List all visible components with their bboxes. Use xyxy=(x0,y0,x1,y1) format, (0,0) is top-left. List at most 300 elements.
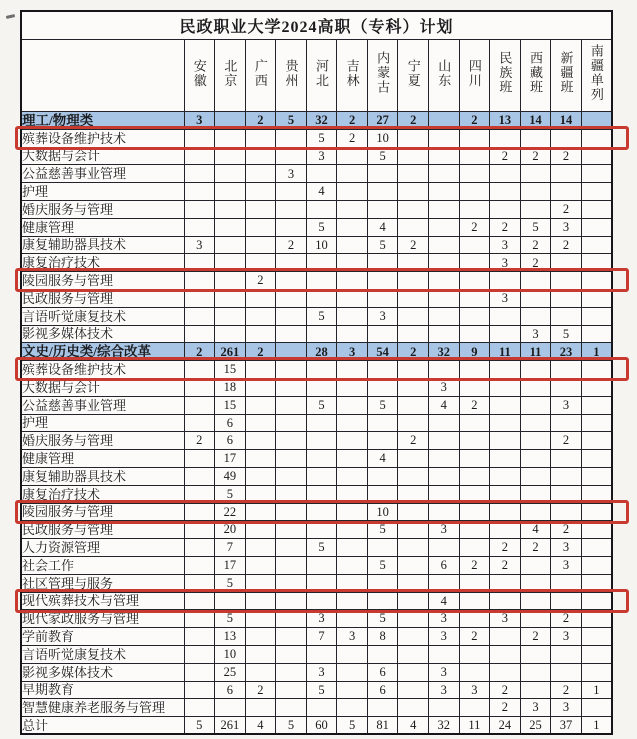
value-cell xyxy=(245,610,276,628)
value-cell: 1 xyxy=(581,343,612,361)
value-cell xyxy=(459,592,490,610)
value-cell xyxy=(184,628,215,646)
value-cell xyxy=(398,592,429,610)
value-cell xyxy=(245,521,276,539)
value-cell xyxy=(520,503,551,521)
value-cell xyxy=(490,450,521,468)
value-cell xyxy=(429,432,460,450)
value-cell xyxy=(337,485,368,503)
value-cell xyxy=(367,200,398,218)
value-cell xyxy=(306,699,337,717)
value-cell xyxy=(367,432,398,450)
value-cell xyxy=(245,289,276,307)
value-cell xyxy=(520,183,551,201)
value-cell: 2 xyxy=(245,681,276,699)
value-cell xyxy=(276,414,307,432)
value-cell: 3 xyxy=(551,699,582,717)
value-cell xyxy=(337,236,368,254)
value-cell xyxy=(245,218,276,236)
table-row xyxy=(21,556,612,574)
column-header-label: 宁夏 xyxy=(405,58,421,88)
table-row xyxy=(21,432,612,450)
value-cell: 3 xyxy=(306,610,337,628)
value-cell xyxy=(245,503,276,521)
value-cell xyxy=(581,218,612,236)
row-label: 现代殡葬技术与管理 xyxy=(21,592,184,610)
value-cell xyxy=(520,378,551,396)
value-cell: 37 xyxy=(551,717,582,735)
value-cell xyxy=(245,539,276,557)
value-cell xyxy=(245,556,276,574)
value-cell xyxy=(551,450,582,468)
value-cell: 2 xyxy=(551,236,582,254)
value-cell: 2 xyxy=(490,147,521,165)
value-cell xyxy=(490,574,521,592)
value-cell: 23 xyxy=(551,343,582,361)
value-cell xyxy=(520,307,551,325)
value-cell: 6 xyxy=(215,432,246,450)
value-cell xyxy=(398,147,429,165)
value-cell xyxy=(337,272,368,290)
column-header-cell xyxy=(306,40,337,112)
value-cell xyxy=(551,165,582,183)
value-cell xyxy=(306,503,337,521)
value-cell xyxy=(459,574,490,592)
value-cell xyxy=(367,414,398,432)
value-cell xyxy=(306,556,337,574)
value-cell xyxy=(306,325,337,343)
table-row xyxy=(21,165,612,183)
value-cell xyxy=(459,699,490,717)
value-cell: 3 xyxy=(490,610,521,628)
value-cell: 15 xyxy=(215,396,246,414)
value-cell xyxy=(306,432,337,450)
value-cell xyxy=(245,485,276,503)
value-cell xyxy=(245,450,276,468)
row-label: 康复辅助器具技术 xyxy=(21,236,184,254)
table-row xyxy=(21,699,612,717)
value-cell xyxy=(276,645,307,663)
value-cell: 22 xyxy=(215,503,246,521)
value-cell xyxy=(459,165,490,183)
value-cell xyxy=(459,289,490,307)
value-cell xyxy=(276,503,307,521)
value-cell: 2 xyxy=(520,236,551,254)
value-cell xyxy=(581,645,612,663)
value-cell xyxy=(551,129,582,147)
value-cell xyxy=(398,450,429,468)
value-cell: 2 xyxy=(490,539,521,557)
value-cell: 2 xyxy=(245,343,276,361)
value-cell: 5 xyxy=(551,325,582,343)
row-label: 总计 xyxy=(21,717,184,735)
column-header-cell xyxy=(581,40,612,112)
value-cell: 6 xyxy=(215,414,246,432)
column-header-label: 吉林 xyxy=(344,58,360,88)
value-cell xyxy=(245,628,276,646)
row-label: 婚庆服务与管理 xyxy=(21,432,184,450)
value-cell xyxy=(306,574,337,592)
value-cell xyxy=(306,289,337,307)
value-cell xyxy=(215,200,246,218)
value-cell xyxy=(551,467,582,485)
value-cell xyxy=(459,200,490,218)
value-cell xyxy=(215,325,246,343)
column-header-label: 南疆单列 xyxy=(588,44,604,102)
value-cell xyxy=(581,574,612,592)
table-row xyxy=(21,200,612,218)
value-cell xyxy=(581,485,612,503)
scan-artifact xyxy=(6,14,15,19)
value-cell xyxy=(429,467,460,485)
value-cell xyxy=(276,272,307,290)
value-cell xyxy=(245,396,276,414)
value-cell xyxy=(490,503,521,521)
value-cell xyxy=(184,183,215,201)
value-cell xyxy=(215,165,246,183)
value-cell xyxy=(398,521,429,539)
table-title: 民政职业大学2024高职（专科）计划 xyxy=(21,11,612,40)
value-cell xyxy=(215,307,246,325)
value-cell xyxy=(459,325,490,343)
value-cell xyxy=(306,592,337,610)
value-cell: 32 xyxy=(429,343,460,361)
table-row xyxy=(21,272,612,290)
value-cell xyxy=(398,467,429,485)
value-cell xyxy=(215,592,246,610)
value-cell xyxy=(215,254,246,272)
value-cell: 9 xyxy=(459,343,490,361)
value-cell xyxy=(551,592,582,610)
value-cell xyxy=(184,467,215,485)
value-cell xyxy=(581,663,612,681)
value-cell: 1 xyxy=(581,717,612,735)
value-cell xyxy=(459,254,490,272)
value-cell xyxy=(581,396,612,414)
value-cell: 3 xyxy=(490,254,521,272)
value-cell xyxy=(215,112,246,130)
value-cell xyxy=(551,574,582,592)
value-cell xyxy=(520,289,551,307)
value-cell: 2 xyxy=(520,147,551,165)
value-cell: 3 xyxy=(306,663,337,681)
value-cell: 5 xyxy=(520,218,551,236)
value-cell xyxy=(520,165,551,183)
column-header-cell xyxy=(184,40,215,112)
value-cell xyxy=(367,539,398,557)
value-cell xyxy=(520,574,551,592)
value-cell: 13 xyxy=(215,628,246,646)
row-label: 民政服务与管理 xyxy=(21,521,184,539)
value-cell xyxy=(367,165,398,183)
value-cell xyxy=(276,307,307,325)
row-label: 护理 xyxy=(21,414,184,432)
value-cell: 10 xyxy=(306,236,337,254)
table-row xyxy=(21,574,612,592)
value-cell xyxy=(398,200,429,218)
value-cell xyxy=(398,218,429,236)
value-cell xyxy=(459,467,490,485)
value-cell xyxy=(581,610,612,628)
value-cell xyxy=(459,539,490,557)
row-label: 健康管理 xyxy=(21,450,184,468)
value-cell: 54 xyxy=(367,343,398,361)
value-cell xyxy=(459,521,490,539)
value-cell xyxy=(398,254,429,272)
value-cell xyxy=(215,272,246,290)
table-row xyxy=(21,539,612,557)
value-cell xyxy=(551,254,582,272)
table-row xyxy=(21,183,612,201)
value-cell: 5 xyxy=(337,717,368,735)
value-cell xyxy=(520,467,551,485)
value-cell xyxy=(490,467,521,485)
value-cell xyxy=(581,183,612,201)
value-cell xyxy=(276,289,307,307)
value-cell xyxy=(459,272,490,290)
value-cell xyxy=(551,378,582,396)
value-cell xyxy=(459,663,490,681)
value-cell xyxy=(245,699,276,717)
value-cell xyxy=(245,592,276,610)
table-row xyxy=(21,218,612,236)
value-cell: 24 xyxy=(490,717,521,735)
value-cell xyxy=(367,485,398,503)
value-cell xyxy=(184,574,215,592)
table-row xyxy=(21,521,612,539)
value-cell xyxy=(459,129,490,147)
value-cell xyxy=(245,414,276,432)
column-header-cell xyxy=(215,40,246,112)
value-cell xyxy=(520,610,551,628)
value-cell xyxy=(398,325,429,343)
value-cell: 25 xyxy=(215,663,246,681)
value-cell xyxy=(581,699,612,717)
value-cell xyxy=(337,556,368,574)
value-cell xyxy=(215,147,246,165)
column-header-cell xyxy=(245,40,276,112)
value-cell: 5 xyxy=(367,147,398,165)
value-cell xyxy=(581,289,612,307)
value-cell xyxy=(581,129,612,147)
value-cell: 4 xyxy=(398,717,429,735)
value-cell xyxy=(276,592,307,610)
value-cell: 5 xyxy=(276,717,307,735)
value-cell: 2 xyxy=(551,521,582,539)
value-cell: 3 xyxy=(337,343,368,361)
value-cell xyxy=(337,699,368,717)
value-cell: 2 xyxy=(551,681,582,699)
value-cell xyxy=(581,147,612,165)
value-cell: 60 xyxy=(306,717,337,735)
value-cell: 5 xyxy=(215,610,246,628)
value-cell xyxy=(306,165,337,183)
value-cell: 13 xyxy=(490,112,521,130)
value-cell xyxy=(184,663,215,681)
value-cell xyxy=(429,147,460,165)
value-cell xyxy=(459,610,490,628)
value-cell xyxy=(337,503,368,521)
value-cell: 3 xyxy=(429,378,460,396)
value-cell: 6 xyxy=(367,681,398,699)
value-cell xyxy=(429,236,460,254)
column-header-label: 内蒙古 xyxy=(375,51,391,95)
value-cell xyxy=(551,183,582,201)
column-header-cell xyxy=(520,40,551,112)
value-cell xyxy=(490,200,521,218)
value-cell xyxy=(581,307,612,325)
value-cell xyxy=(306,272,337,290)
enrollment-plan-table xyxy=(20,10,613,735)
value-cell xyxy=(184,254,215,272)
value-cell xyxy=(581,378,612,396)
value-cell: 2 xyxy=(490,681,521,699)
value-cell: 3 xyxy=(551,556,582,574)
value-cell xyxy=(581,165,612,183)
value-cell xyxy=(337,592,368,610)
value-cell xyxy=(581,556,612,574)
row-label: 护理 xyxy=(21,183,184,201)
value-cell: 32 xyxy=(306,112,337,130)
value-cell xyxy=(215,236,246,254)
table-row xyxy=(21,289,612,307)
value-cell xyxy=(490,485,521,503)
value-cell: 4 xyxy=(520,521,551,539)
section-row xyxy=(21,112,612,130)
value-cell xyxy=(459,183,490,201)
value-cell xyxy=(490,307,521,325)
value-cell: 32 xyxy=(429,717,460,735)
value-cell xyxy=(184,521,215,539)
value-cell xyxy=(490,663,521,681)
value-cell xyxy=(245,361,276,379)
column-header-label: 民族班 xyxy=(497,51,513,95)
value-cell xyxy=(245,663,276,681)
value-cell xyxy=(184,165,215,183)
value-cell xyxy=(520,592,551,610)
value-cell: 4 xyxy=(367,450,398,468)
value-cell: 15 xyxy=(215,361,246,379)
table-row xyxy=(21,236,612,254)
value-cell xyxy=(551,289,582,307)
row-label: 文史/历史类/综合改革 xyxy=(21,343,184,361)
row-label: 人力资源管理 xyxy=(21,539,184,557)
value-cell: 17 xyxy=(215,556,246,574)
value-cell xyxy=(337,521,368,539)
value-cell xyxy=(398,485,429,503)
value-cell xyxy=(337,200,368,218)
value-cell xyxy=(490,645,521,663)
value-cell xyxy=(429,272,460,290)
value-cell: 6 xyxy=(367,663,398,681)
value-cell xyxy=(398,361,429,379)
value-cell xyxy=(184,378,215,396)
value-cell xyxy=(398,165,429,183)
value-cell xyxy=(429,200,460,218)
value-cell xyxy=(184,200,215,218)
row-label: 学前教育 xyxy=(21,628,184,646)
value-cell: 17 xyxy=(215,450,246,468)
value-cell xyxy=(184,414,215,432)
value-cell xyxy=(581,450,612,468)
value-cell xyxy=(581,200,612,218)
value-cell xyxy=(337,183,368,201)
value-cell xyxy=(337,432,368,450)
value-cell xyxy=(429,254,460,272)
row-label: 现代家政服务与管理 xyxy=(21,610,184,628)
value-cell: 261 xyxy=(215,717,246,735)
value-cell: 3 xyxy=(184,112,215,130)
table-row xyxy=(21,147,612,165)
value-cell xyxy=(337,147,368,165)
value-cell xyxy=(520,645,551,663)
row-label: 影视多媒体技术 xyxy=(21,325,184,343)
value-cell: 3 xyxy=(520,699,551,717)
table-row xyxy=(21,485,612,503)
value-cell xyxy=(429,539,460,557)
value-cell xyxy=(490,432,521,450)
value-cell: 14 xyxy=(551,112,582,130)
row-label: 社区管理与服务 xyxy=(21,574,184,592)
column-header-label: 新疆班 xyxy=(558,51,574,95)
table-row xyxy=(21,129,612,147)
value-cell xyxy=(337,396,368,414)
value-cell: 27 xyxy=(367,112,398,130)
row-label: 社会工作 xyxy=(21,556,184,574)
value-cell xyxy=(490,272,521,290)
value-cell xyxy=(581,414,612,432)
value-cell xyxy=(276,200,307,218)
value-cell xyxy=(398,699,429,717)
value-cell xyxy=(245,325,276,343)
value-cell xyxy=(429,307,460,325)
value-cell xyxy=(184,361,215,379)
section-row xyxy=(21,343,612,361)
row-label: 婚庆服务与管理 xyxy=(21,200,184,218)
value-cell: 7 xyxy=(215,539,246,557)
value-cell: 4 xyxy=(245,717,276,735)
value-cell xyxy=(490,165,521,183)
value-cell xyxy=(398,610,429,628)
value-cell xyxy=(245,378,276,396)
value-cell xyxy=(551,307,582,325)
value-cell xyxy=(306,450,337,468)
value-cell xyxy=(429,289,460,307)
value-cell: 3 xyxy=(551,539,582,557)
value-cell xyxy=(276,681,307,699)
value-cell xyxy=(306,645,337,663)
value-cell xyxy=(245,645,276,663)
value-cell xyxy=(337,378,368,396)
value-cell: 2 xyxy=(184,343,215,361)
value-cell: 2 xyxy=(337,129,368,147)
value-cell: 5 xyxy=(306,307,337,325)
value-cell: 3 xyxy=(306,147,337,165)
value-cell xyxy=(398,503,429,521)
value-cell: 2 xyxy=(551,200,582,218)
value-cell xyxy=(276,129,307,147)
column-header-cell xyxy=(276,40,307,112)
row-label: 民政服务与管理 xyxy=(21,289,184,307)
value-cell xyxy=(184,325,215,343)
value-cell xyxy=(276,396,307,414)
value-cell: 5 xyxy=(367,236,398,254)
value-cell xyxy=(429,485,460,503)
value-cell xyxy=(398,378,429,396)
row-label: 理工/物理类 xyxy=(21,112,184,130)
value-cell xyxy=(398,396,429,414)
row-label-header-cell xyxy=(21,40,184,112)
